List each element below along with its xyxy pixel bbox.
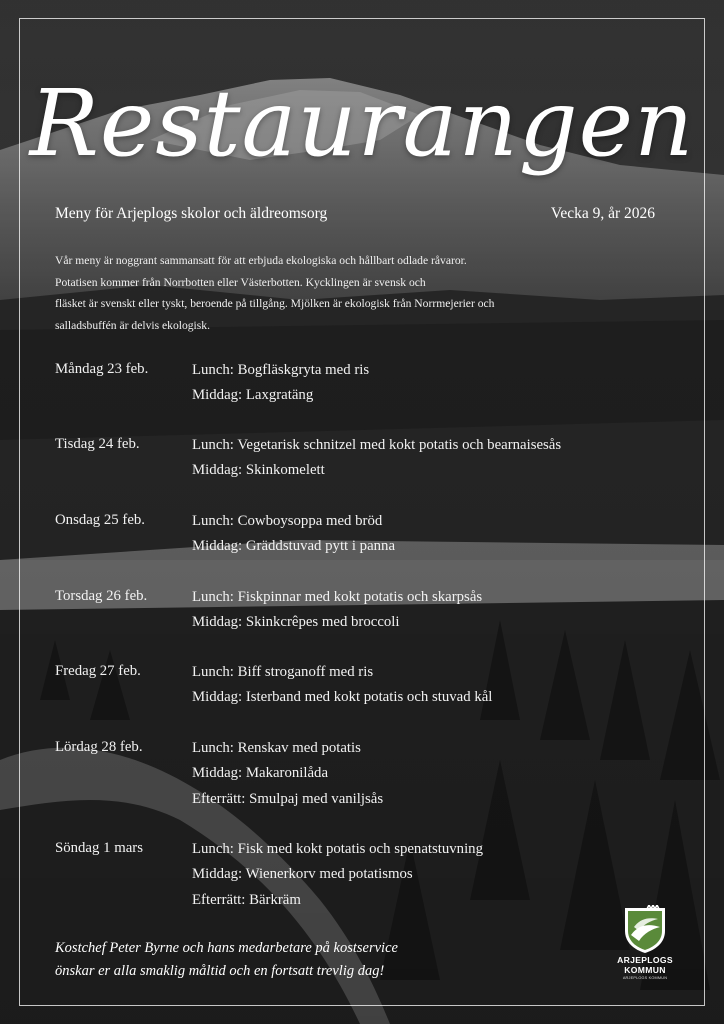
meal-lunch: Lunch: Renskav med potatis xyxy=(192,740,361,756)
meal-list xyxy=(192,663,492,714)
meal-lunch: Lunch: Bogfläskgryta med ris xyxy=(192,362,370,378)
day-name: Måndag 23 feb. xyxy=(55,361,149,377)
meal-list xyxy=(192,512,395,563)
meal-dinner: Middag: Wienerkorv med potatismos xyxy=(192,866,413,883)
meal-dinner: Middag: Isterband med kokt potatis och stuvad kål xyxy=(192,689,493,706)
meal-lunch: Lunch: Fisk med kokt potatis och spenatstuvning xyxy=(192,841,483,857)
closing-line: önskar er alla smaklig måltid och en fortsatt trevlig dag! xyxy=(55,963,385,979)
meal-dinner: Middag: Skinkomelett xyxy=(192,462,325,479)
logo-name-line2: KOMMUN xyxy=(624,965,666,975)
intro-line: salladsbuffén är delvis ekologisk. xyxy=(55,319,210,333)
meal-lunch: Lunch: Vegetarisk schnitzel med kokt potatis och bearnaisesås xyxy=(192,437,562,453)
day-name: Lördag 28 feb. xyxy=(55,739,143,755)
day-name: Torsdag 26 feb. xyxy=(55,588,148,604)
intro-line: fläsket är svenskt eller tyskt, beroende på tillgång. Mjölken är ekologisk från Norrmejerier och xyxy=(55,297,495,311)
municipality-logo xyxy=(608,905,682,980)
menu-subtitle: Meny för Arjeplogs skolor och äldreomsorg xyxy=(55,205,328,222)
meal-dinner: Middag: Laxgratäng xyxy=(192,387,314,404)
meal-list xyxy=(192,588,482,639)
week-label: Vecka 9, år 2026 xyxy=(550,205,655,222)
day-name: Fredag 27 feb. xyxy=(55,663,141,679)
meal-list xyxy=(192,840,483,916)
meal-dinner: Middag: Makaronilåda xyxy=(192,765,329,782)
meal-list xyxy=(192,436,561,487)
day-name: Söndag 1 mars xyxy=(55,840,143,856)
meal-lunch: Lunch: Cowboysoppa med bröd xyxy=(192,513,383,529)
day-name: Tisdag 24 feb. xyxy=(55,436,140,452)
meal-dinner: Middag: Gräddstuvad pytt i panna xyxy=(192,538,396,555)
meal-lunch: Lunch: Biff stroganoff med ris xyxy=(192,664,374,680)
meal-dessert: Efterrätt: Bärkräm xyxy=(192,891,301,908)
closing-message xyxy=(55,937,398,983)
meal-list xyxy=(192,739,383,815)
meal-dinner: Middag: Skinkcrêpes med broccoli xyxy=(192,614,400,631)
logo-tagline: ARJEPLOGS KOMMUN xyxy=(622,976,668,980)
closing-line: Kostchef Peter Byrne och hans medarbetare på kostservice xyxy=(55,940,398,956)
meal-lunch: Lunch: Fiskpinnar med kokt potatis och skarpsås xyxy=(192,589,483,605)
page-title: Restaurangen xyxy=(29,70,695,177)
day-name: Onsdag 25 feb. xyxy=(55,512,145,528)
intro-text xyxy=(55,250,615,337)
intro-line: Vår meny är noggrant sammansatt för att erbjuda ekologiska och hållbart odlade råvaror. xyxy=(55,254,467,267)
meal-list xyxy=(192,361,369,412)
meal-dessert: Efterrätt: Smulpaj med vaniljsås xyxy=(192,790,384,807)
municipal-shield-icon xyxy=(622,905,668,955)
intro-line: Potatisen kommer från Norrbotten eller Västerbotten. Kycklingen är svensk och xyxy=(55,275,426,289)
logo-name-line1: ARJEPLOGS xyxy=(617,955,673,965)
